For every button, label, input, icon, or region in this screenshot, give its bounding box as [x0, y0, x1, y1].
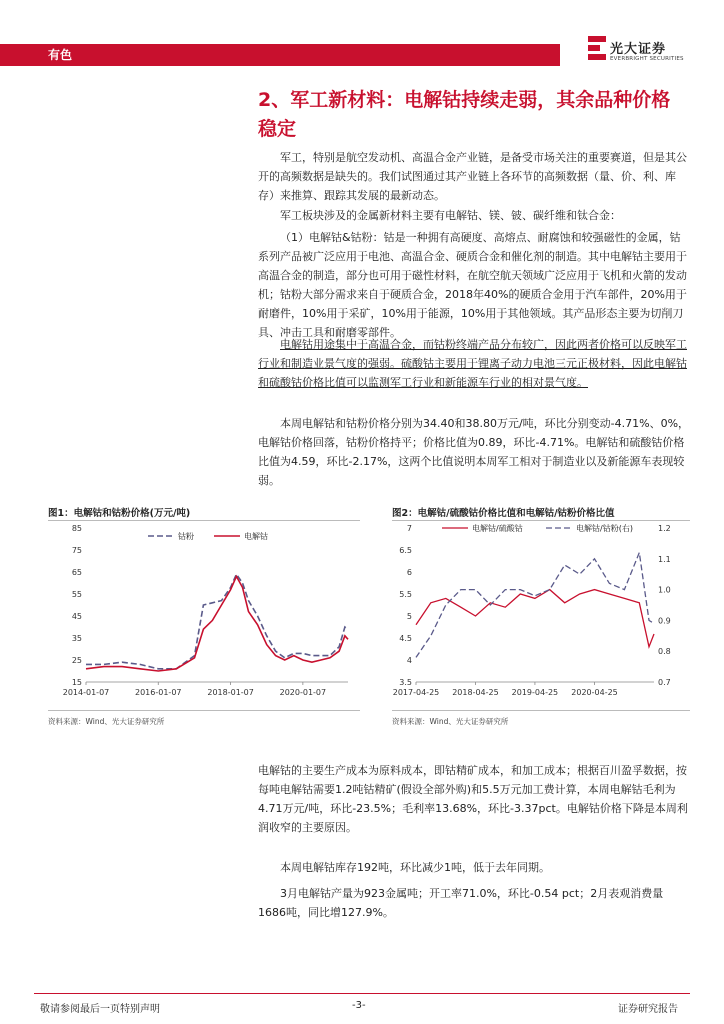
page-number: -3-: [352, 1000, 366, 1011]
section-title: 2、军工新材料：电解钴持续走弱，其余品种价格稳定: [258, 89, 671, 140]
y-tick-label: 35: [71, 634, 82, 643]
x-tick-label: 2018-01-07: [207, 688, 254, 697]
legend-label-1: 电解钴/硫酸钴: [472, 524, 523, 533]
y-right-tick-label: 0.7: [658, 678, 671, 687]
logo-text-en: EVERBRIGHT SECURITIES: [610, 56, 684, 62]
figure-1-rule: [48, 520, 360, 521]
y-tick-label: 5.5: [399, 590, 412, 599]
y-right-tick-label: 0.9: [658, 616, 671, 626]
y-tick-label: 55: [71, 590, 82, 599]
paragraph-2: 军工板块涉及的金属新材料主要有电解钴、镁、铍、碳纤维和钛合金：: [280, 209, 621, 222]
y-tick-label: 65: [71, 568, 82, 577]
figure-2-source: 资料来源：Wind、光大证券研究所: [392, 717, 509, 726]
x-tick-label: 2014-01-07: [62, 688, 110, 697]
header-bar: [0, 44, 560, 66]
paragraph-7: 本周电解钴库存192吨，环比减少1吨，低于去年同期。: [280, 861, 550, 874]
paragraph-3: （1）电解钴&钴粉：钴是一种拥有高硬度、高熔点、耐腐蚀和较强磁性的金属，钴系列产品被广泛应用于电池、高温合金、硬质合金和催化剂的制造。其中电解钴主要用于高温合金的制造，部分也可用于磁性材料，在航空航天领域广泛应用于飞机和火箭的发动机；钴粉大部分需求来自于硬质合金，2018年40%的硬质合金用于汽车部件，20%用于耐磨件，10%用于采矿，10%用于能源，10%用于其他领域。其产品形态主要为切削刀具、冲击工具和耐磨零部件。: [258, 231, 687, 339]
figure-2-title: 图2：电解钴/硫酸钴价格比值和电解钴/钴粉价格比值: [392, 508, 615, 519]
y-tick-label: 5: [406, 612, 412, 621]
figure-1-bottom-rule: [48, 710, 360, 711]
y-tick-label: 6.5: [399, 546, 412, 555]
series-line-2: [86, 576, 348, 671]
legend-label-2: 电解钴/钴粉(右): [576, 524, 633, 533]
legend-label-2: 电解钴: [244, 532, 268, 541]
y-tick-label: 4: [406, 656, 412, 665]
section-tag: 有色: [48, 48, 73, 62]
y-tick-label: 85: [71, 524, 82, 533]
legend-label-1: 钴粉: [178, 532, 194, 541]
y-tick-label: 15: [71, 678, 82, 687]
paragraph-5: 本周电解钴和钴粉价格分别为34.40和38.80万元/吨，环比分别变动-4.71%、0%，电解钴价格回落，钴粉价格持平；价格比值为0.89，环比-4.71%。电解钴和硫酸钴价格比值为4.59，环比-2.17%，这两个比值说明本周军工相对于制造业以及新能源车表现较弱。: [258, 417, 690, 487]
brand-logo: [588, 36, 698, 68]
y-tick-label: 4.5: [399, 634, 412, 643]
footer-rule: [34, 993, 690, 994]
series-line-2: [416, 553, 654, 658]
logo-text-cn: 光大证券: [610, 42, 667, 57]
y-right-tick-label: 1.2: [658, 524, 671, 533]
footer-disclaimer: 敬请参阅最后一页特别声明: [40, 1004, 160, 1015]
y-right-tick-label: 0.8: [658, 647, 671, 657]
chart-cobalt-ratios: [392, 522, 690, 704]
series-line-1: [416, 590, 654, 647]
paragraph-1: 军工，特别是航空发动机、高温合金产业链，是备受市场关注的重要赛道，但是其公开的高频数据是缺失的。我们试图通过其产业链上各环节的高频数据（量、价、利、库存）来推算、跟踪其发展的最新动态。: [258, 151, 687, 202]
y-tick-label: 75: [71, 546, 82, 555]
figure-2-bottom-rule: [392, 710, 690, 711]
x-tick-label: 2019-04-25: [511, 688, 559, 697]
x-tick-label: 2018-04-25: [452, 688, 499, 697]
y-right-tick-label: 1.0: [658, 585, 671, 595]
x-tick-label: 2017-04-25: [392, 688, 440, 697]
x-tick-label: 2016-01-07: [135, 688, 182, 697]
y-tick-label: 3.5: [399, 678, 412, 687]
y-tick-label: 6: [406, 568, 412, 577]
figure-1-source: 资料来源：Wind、光大证券研究所: [48, 717, 165, 726]
figure-1-title: 图1：电解钴和钴粉价格(万元/吨): [48, 508, 191, 519]
y-right-tick-label: 1.1: [658, 554, 671, 564]
figure-2-rule: [392, 520, 690, 521]
paragraph-6: 电解钴的主要生产成本为原料成本，即钴精矿成本，和加工成本；根据百川盈孚数据，按每吨电解钴需要1.2吨钴精矿(假设全部外购)和5.5万元加工费计算，本周电解钴毛利为4.71万元/吨，环比-23.5%；毛利率13.68%，环比-3.37pct。电解钴价格下降是本周利润收窄的主要原因。: [258, 764, 688, 834]
paragraph-4: 电解钴用途集中于高温合金，而钴粉终端产品分布较广，因此两者价格可以反映军工行业和制造业景气度的强弱。硫酸钴主要用于锂离子动力电池三元正极材料，因此电解钴和硫酸钴价格比值可以监测军工行业和新能源车行业的相对景气度。: [258, 338, 687, 389]
y-tick-label: 7: [406, 524, 412, 533]
y-tick-label: 45: [71, 612, 82, 621]
x-tick-label: 2020-04-25: [571, 688, 618, 697]
series-line-1: [86, 574, 348, 669]
footer-report-type: 证券研究报告: [618, 1004, 678, 1015]
y-tick-label: 25: [71, 656, 82, 665]
paragraph-8: 3月电解钴产量为923金属吨；开工率71.0%，环比-0.54 pct；2月表观消费量1686吨，同比增127.9%。: [258, 887, 664, 919]
chart-cobalt-prices: [48, 522, 360, 704]
x-tick-label: 2020-01-07: [279, 688, 327, 697]
logo-mark-icon: [588, 36, 606, 64]
